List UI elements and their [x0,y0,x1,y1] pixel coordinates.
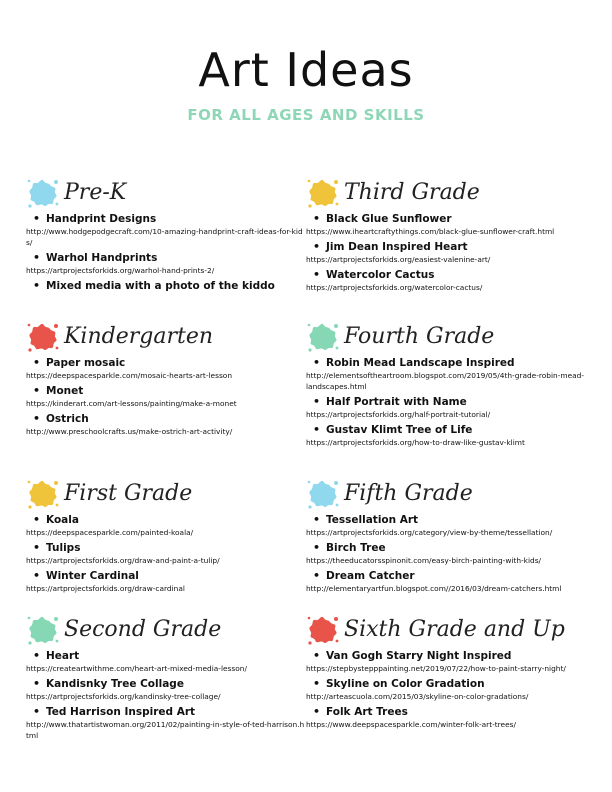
page-subtitle: FOR ALL AGES AND SKILLS [187,106,425,124]
list-item-ted-harrison-inspired-art [26,705,306,741]
item-url-link[interactable]: https://artprojectsforkids.org/how-to-draw-like-gustav-klimt [306,438,525,447]
list-item-birch-tree [306,541,586,566]
section-kindergarten [26,320,306,440]
section-header [306,477,586,509]
item-url-link[interactable]: https://www.deepspacesparkle.com/winter-folk-art-trees/ [306,720,516,729]
section-title: Sixth Grade and Up [344,617,565,642]
item-url-link[interactable]: http://www.thatartistwoman.org/2011/02/painting-in-style-of-ted-harrison.html [26,720,305,740]
section-title: Fifth Grade [344,481,473,506]
item-name: • Kandisnky Tree Collage [26,677,306,691]
section-sixth-grade-and-up [306,613,586,733]
item-url-link[interactable]: https://artprojectsforkids.org/draw-and-paint-a-tulip/ [26,556,220,565]
item-list [26,513,306,594]
item-url-link[interactable]: https://deepspacesparkle.com/mosaic-hearts-art-lesson [26,371,232,380]
section-fifth-grade [306,477,586,597]
list-item-watercolor-cactus [306,268,586,293]
paint-splash-icon [306,477,340,511]
item-name: • Koala [26,513,306,527]
item-name: • Warhol Handprints [26,251,306,265]
list-item-warhol-handprints [26,251,306,276]
item-name: • Monet [26,384,306,398]
item-url-link[interactable]: https://artprojectsforkids.org/half-portrait-tutorial/ [306,410,491,419]
list-item-paper-mosaic [26,356,306,381]
item-name: • Watercolor Cactus [306,268,586,282]
item-url-link[interactable]: https://artprojectsforkids.org/watercolor-cactus/ [306,283,483,292]
list-item-gustav-klimt-tree-of-life [306,423,586,448]
item-list [306,649,586,730]
section-title: Fourth Grade [344,324,495,349]
list-item-van-gogh-starry-night-inspired [306,649,586,674]
list-item-handprint-designs [26,212,306,248]
item-name: • Half Portrait with Name [306,395,586,409]
section-title: Pre-K [64,180,127,205]
item-url-link[interactable]: https://artprojectsforkids.org/warhol-hand-prints-2/ [26,266,215,275]
paint-splash-icon [306,613,340,647]
section-header [26,613,306,645]
item-name: • Van Gogh Starry Night Inspired [306,649,586,663]
section-title: Second Grade [64,617,222,642]
item-list [26,649,306,741]
section-second-grade [26,613,306,744]
section-title: Third Grade [344,180,480,205]
item-list [26,356,306,437]
item-name: • Jim Dean Inspired Heart [306,240,586,254]
list-item-dream-catcher [306,569,586,594]
item-name: • Gustav Klimt Tree of Life [306,423,586,437]
item-name: • Folk Art Trees [306,705,586,719]
item-url-link[interactable]: https://theeducatorsspinonit.com/easy-birch-painting-with-kids/ [306,556,542,565]
list-item-folk-art-trees [306,705,586,730]
list-item-monet [26,384,306,409]
list-item-mixed-media-with-a-photo-of-the-kiddo [26,279,306,293]
paint-splash-icon [306,320,340,354]
list-item-black-glue-sunflower [306,212,586,237]
list-item-ostrich [26,412,306,437]
item-name: • Winter Cardinal [26,569,306,583]
item-list [306,212,586,293]
list-item-heart [26,649,306,674]
item-url-link[interactable]: https://artprojectsforkids.org/category/view-by-theme/tessellation/ [306,528,553,537]
paint-splash-icon [26,613,60,647]
item-url-link[interactable]: https://artprojectsforkids.org/kandinsky-tree-collage/ [26,692,221,701]
item-name: • Ted Harrison Inspired Art [26,705,306,719]
item-name: • Black Glue Sunflower [306,212,586,226]
section-third-grade [306,176,586,296]
item-name: • Tulips [26,541,306,555]
list-item-koala [26,513,306,538]
list-item-skyline-on-color-gradation [306,677,586,702]
item-url-link[interactable]: http://arteascuola.com/2015/03/skyline-on-color-gradations/ [306,692,529,701]
item-name: • Skyline on Color Gradation [306,677,586,691]
list-item-winter-cardinal [26,569,306,594]
page-title: Art Ideas [198,43,414,97]
list-item-kandisnky-tree-collage [26,677,306,702]
list-item-tulips [26,541,306,566]
item-name: • Paper mosaic [26,356,306,370]
section-title: First Grade [64,481,193,506]
paint-splash-icon [26,477,60,511]
item-url-link[interactable]: https://artprojectsforkids.org/easiest-valenine-art/ [306,255,491,264]
section-fourth-grade [306,320,586,451]
item-url-link[interactable]: http://elementsoftheartroom.blogspot.com/2019/05/4th-grade-robin-mead-landscapes.html [306,371,584,391]
section-header [306,176,586,208]
item-name: • Robin Mead Landscape Inspired [306,356,586,370]
paint-splash-icon [26,176,60,210]
item-url-link[interactable]: https://artprojectsforkids.org/draw-cardinal [26,584,185,593]
section-header [26,477,306,509]
item-url-link[interactable]: http://www.hodgepodgecraft.com/10-amazing-handprint-craft-ideas-for-kids/ [26,227,303,247]
section-header [26,176,306,208]
section-title: Kindergarten [64,324,214,349]
item-url-link[interactable]: http://www.preschoolcrafts.us/make-ostrich-art-activity/ [26,427,233,436]
paint-splash-icon [26,320,60,354]
section-pre-k [26,176,306,294]
item-list [306,356,586,448]
item-name: • Birch Tree [306,541,586,555]
item-name: • Mixed media with a photo of the kiddo [26,279,306,293]
item-url-link[interactable]: https://deepspacesparkle.com/painted-koala/ [26,528,194,537]
paint-splash-icon [306,176,340,210]
item-name: • Handprint Designs [26,212,306,226]
item-list [306,513,586,594]
list-item-jim-dean-inspired-heart [306,240,586,265]
section-header [26,320,306,352]
item-list [26,212,306,293]
item-url-link[interactable]: https://www.iheartcraftythings.com/black-glue-sunflower-craft.html [306,227,555,236]
item-url-link[interactable]: https://createartwithme.com/heart-art-mixed-media-lesson/ [26,664,247,673]
item-name: • Ostrich [26,412,306,426]
list-item-robin-mead-landscape-inspired [306,356,586,392]
item-url-link[interactable]: https://stepbystepppainting.net/2019/07/22/how-to-paint-starry-night/ [306,664,566,673]
list-item-half-portrait-with-name [306,395,586,420]
item-name: • Tessellation Art [306,513,586,527]
list-item-tessellation-art [306,513,586,538]
section-header [306,320,586,352]
item-url-link[interactable]: http://elementaryartfun.blogspot.com//2016/03/dream-catchers.html [306,584,562,593]
item-name: • Dream Catcher [306,569,586,583]
item-name: • Heart [26,649,306,663]
section-first-grade [26,477,306,597]
item-url-link[interactable]: https://kinderart.com/art-lessons/painting/make-a-monet [26,399,237,408]
section-header [306,613,586,645]
